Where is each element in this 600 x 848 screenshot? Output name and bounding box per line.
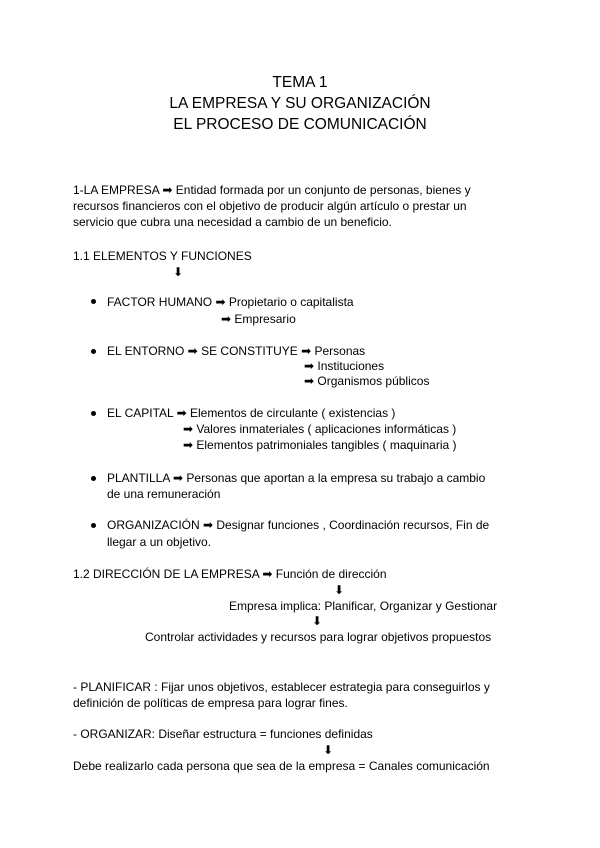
organizar-line-1: - ORGANIZAR: Diseñar estructura = funciones definidas <box>73 727 373 741</box>
definition-line-3: servicio que cubra una necesidad a cambio de un beneficio. <box>73 215 392 229</box>
direccion-arrow-1: ⬇ <box>334 583 345 597</box>
capital-line-2: ➡ Valores inmateriales ( aplicaciones informáticas ) <box>183 422 457 436</box>
direccion-heading: 1.2 DIRECCIÓN DE LA EMPRESA ➡ Función de dirección <box>73 567 387 581</box>
direccion-line-3: Controlar actividades y recursos para lograr objetivos propuestos <box>145 630 492 644</box>
direccion-arrow-2: ⬇ <box>312 614 323 628</box>
capital-line-3: ➡ Elementos patrimoniales tangibles ( maquinaria ) <box>183 438 457 452</box>
elementos-down-arrow: ⬇ <box>173 265 184 279</box>
bullet-organizacion <box>91 523 96 528</box>
planificar-line-2: definición de políticas de empresa para lograr fines. <box>73 696 348 710</box>
planificar-line-1: - PLANIFICAR : Fijar unos objetivos, establecer estrategia para conseguirlos y <box>73 680 490 694</box>
organizacion-line-1: ORGANIZACIÓN ➡ Designar funciones , Coordinación recursos, Fin de <box>107 518 490 532</box>
definition-line-1: 1-LA EMPRESA ➡ Entidad formada por un conjunto de personas, bienes y <box>73 183 471 197</box>
direccion-line-2: Empresa implica: Planificar, Organizar y Gestionar <box>229 599 498 613</box>
entorno-line-1: EL ENTORNO ➡ SE CONSTITUYE ➡ Personas <box>107 344 366 358</box>
entorno-line-2: ➡ Instituciones <box>304 359 385 373</box>
definition-line-2: recursos financieros con el objetivo de producir algún artículo o prestar un <box>73 199 467 213</box>
bullet-capital <box>91 411 96 416</box>
elementos-heading: 1.1 ELEMENTOS Y FUNCIONES <box>73 249 252 263</box>
entorno-line-3: ➡ Organismos públicos <box>304 374 430 388</box>
bullet-factor-humano <box>91 299 96 304</box>
factor-humano-line-2: ➡ Empresario <box>221 312 296 326</box>
organizacion-line-2: llegar a un objetivo. <box>107 535 212 549</box>
organizar-line-2: Debe realizarlo cada persona que sea de la empresa = Canales comunicación <box>73 759 490 773</box>
bullet-entorno <box>91 349 96 354</box>
capital-line-1: EL CAPITAL ➡ Elementos de circulante ( existencias ) <box>107 406 396 420</box>
organizar-arrow: ⬇ <box>323 743 334 757</box>
doc-title-comunicacion: EL PROCESO DE COMUNICACIÓN <box>173 116 427 133</box>
factor-humano-line-1: FACTOR HUMANO ➡ Propietario o capitalista <box>107 295 354 309</box>
plantilla-line-2: de una remuneración <box>107 487 221 501</box>
bullet-plantilla <box>91 476 96 481</box>
plantilla-line-1: PLANTILLA ➡ Personas que aportan a la empresa su trabajo a cambio <box>107 471 486 485</box>
doc-title-empresa: LA EMPRESA Y SU ORGANIZACIÓN <box>169 95 431 112</box>
doc-title-tema: TEMA 1 <box>272 74 328 91</box>
